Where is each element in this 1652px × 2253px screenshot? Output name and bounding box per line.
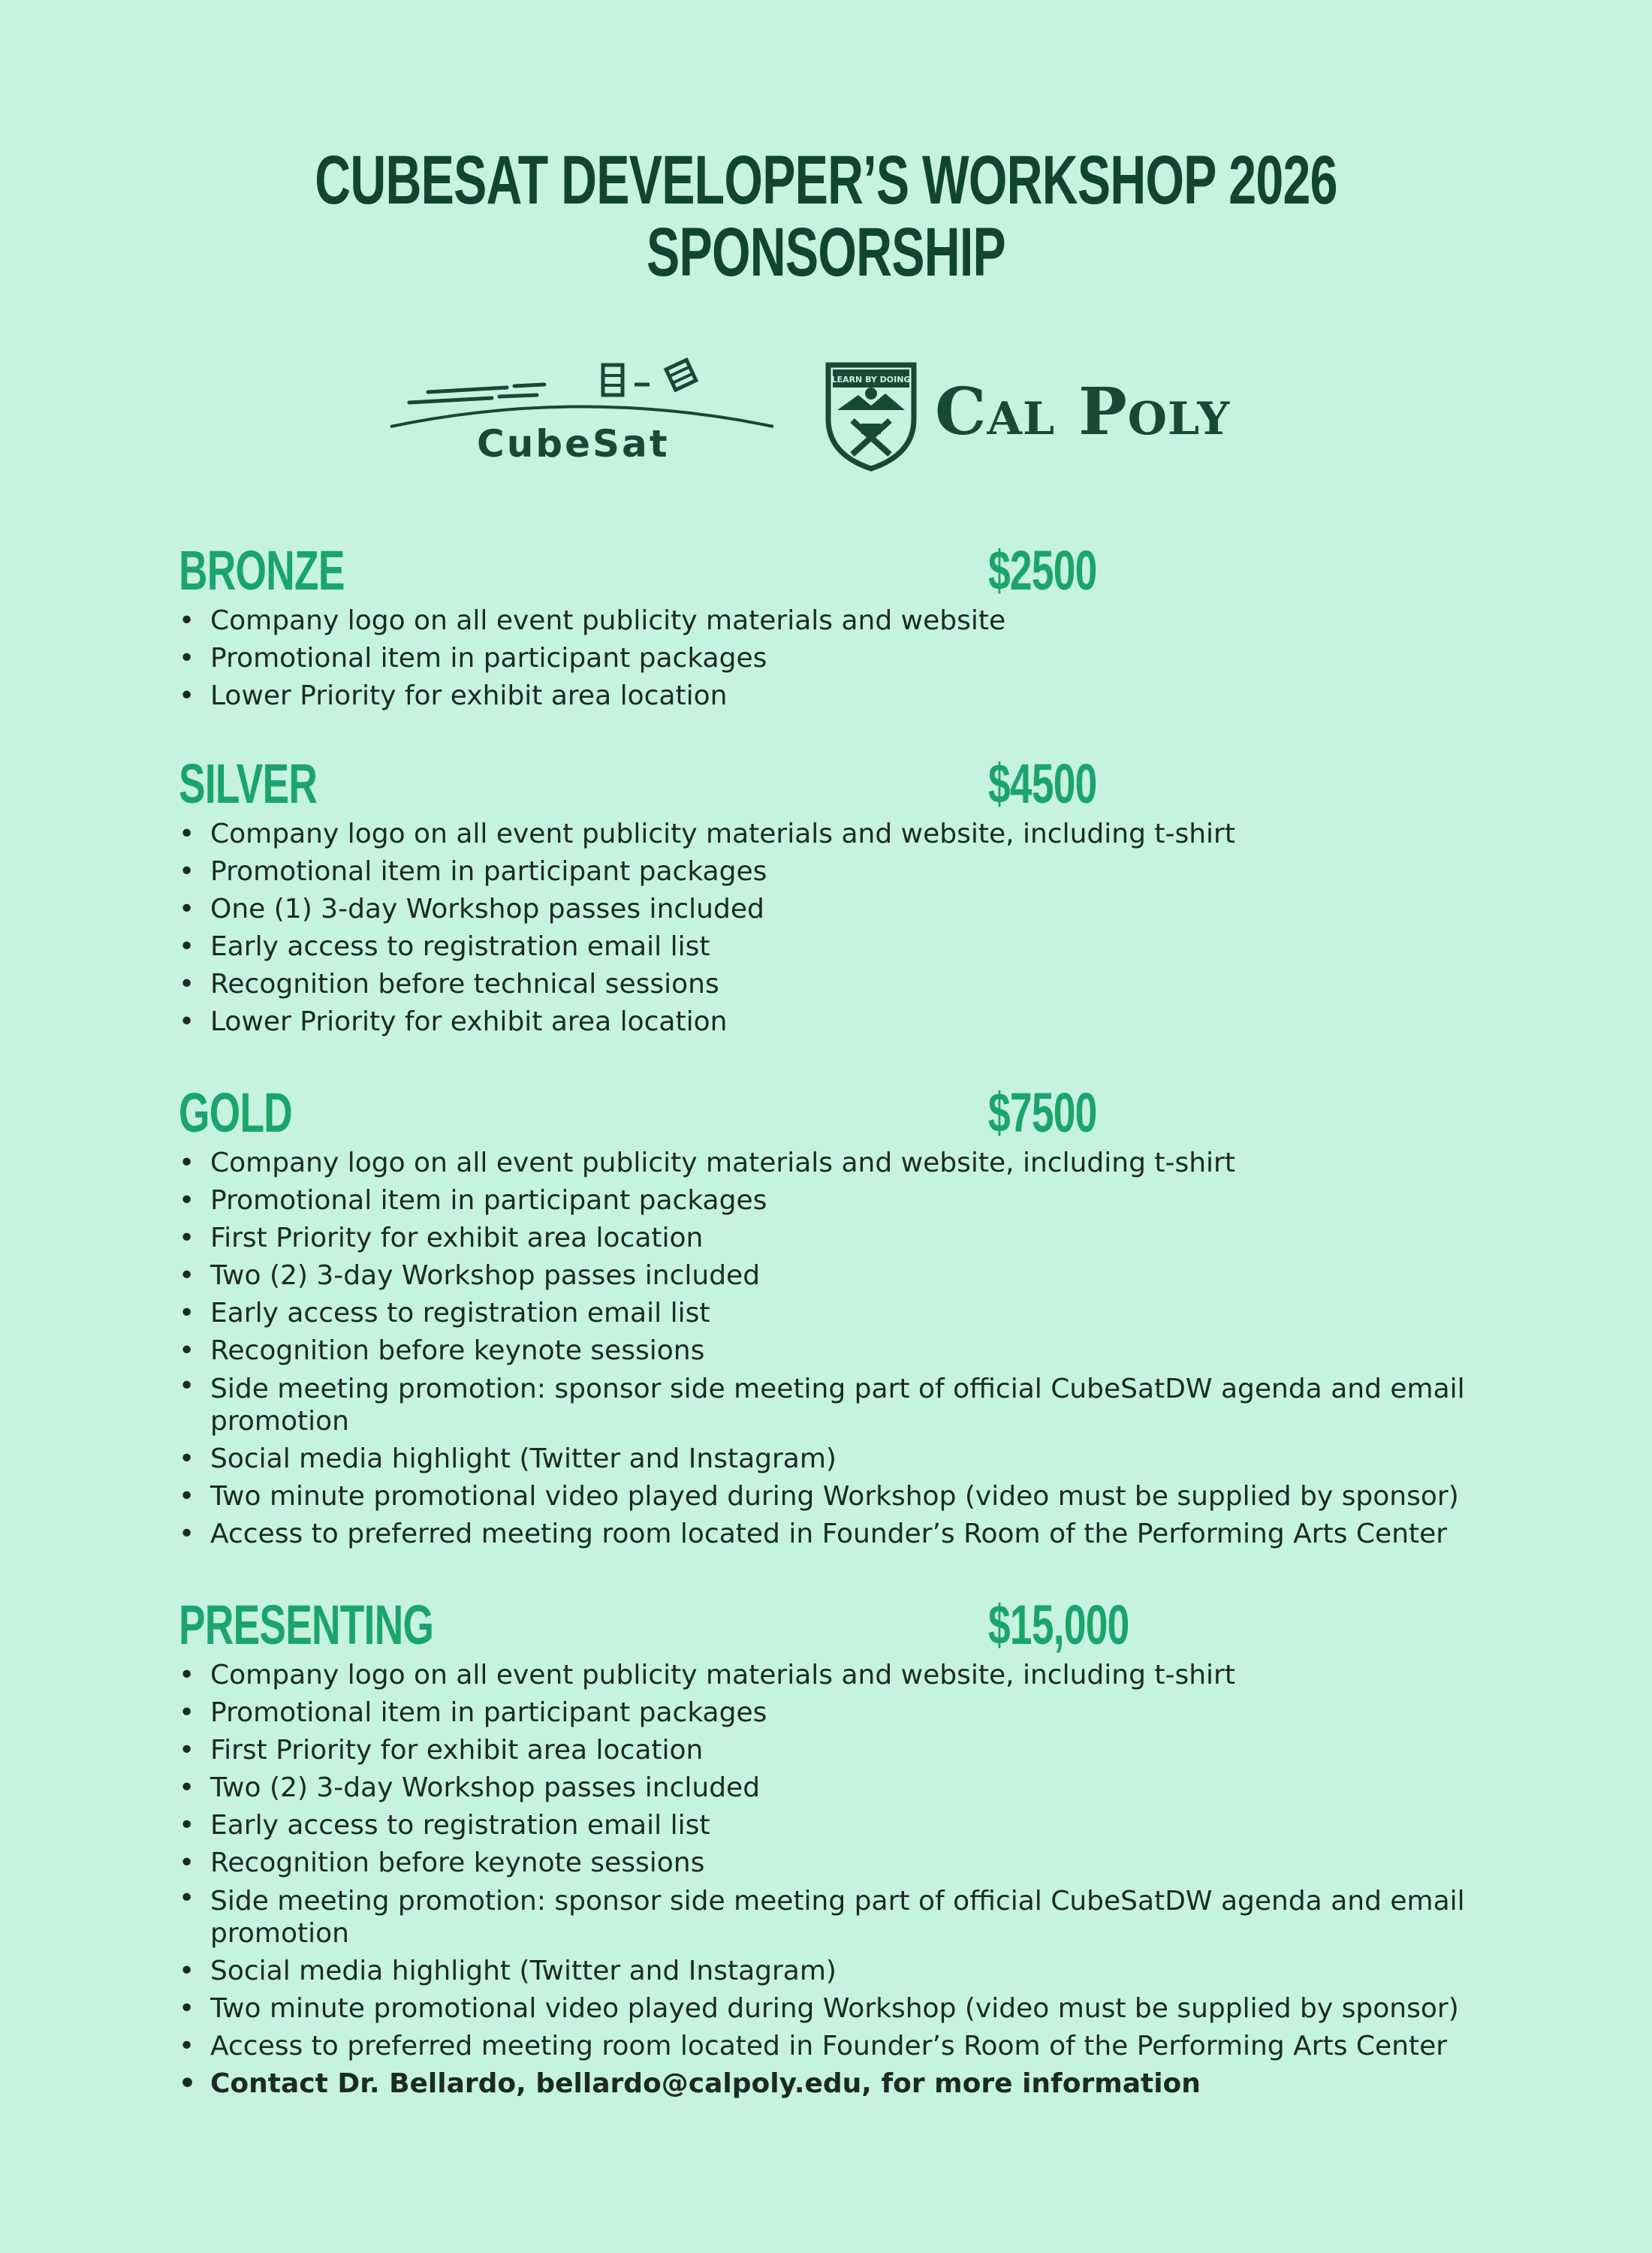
list-item: • Recognition before technical sessions [179, 966, 1500, 1003]
list-item: • Promotional item in participant packages [179, 640, 1500, 677]
list-item: • One (1) 3-day Workshop passes included [179, 891, 1500, 928]
list-item: • First Priority for exhibit area location [179, 1732, 1500, 1769]
list-item: • Lower Priority for exhibit area location [179, 677, 1500, 715]
list-item: • Promotional item in participant packages [179, 1182, 1500, 1220]
list-item: • Promotional item in participant packages [179, 1694, 1500, 1732]
tier-bronze [179, 539, 1500, 715]
list-item: • Early access to registration email list [179, 1807, 1500, 1844]
tier-name: PRESENTING [179, 1594, 434, 1656]
tier-price: $7500 [988, 1081, 1097, 1144]
tier-header [179, 1594, 1500, 1657]
list-item: • Access to preferred meeting room located in Founder’s Room of the Performing Arts Center [179, 2028, 1500, 2065]
page-title [231, 142, 1421, 291]
cubesat-logo [387, 353, 777, 473]
list-item: • Two minute promotional video played during Workshop (video must be supplied by sponsor) [179, 1990, 1500, 2028]
list-item: • Company logo on all event publicity materials and website, including t-shirt [179, 1657, 1500, 1694]
list-item: • Promotional item in participant packages [179, 853, 1500, 891]
calpoly-wordmark: Cal Poly [935, 374, 1231, 450]
list-item: • Social media highlight (Twitter and Instagram) [179, 1953, 1500, 1990]
tier-name: BRONZE [179, 539, 345, 602]
calpoly-shield-icon [822, 360, 920, 473]
list-item: • Two (2) 3-day Workshop passes included [179, 1769, 1500, 1807]
list-item: • Social media highlight (Twitter and Instagram) [179, 1440, 1500, 1478]
list-item: • Lower Priority for exhibit area location [179, 1003, 1500, 1041]
list-item: • Recognition before keynote sessions [179, 1332, 1500, 1370]
benefit-list [179, 1657, 1500, 2103]
benefit-list [179, 1145, 1500, 1553]
list-item: • Side meeting promotion: sponsor side meeting part of official CubeSatDW agenda and email promotion [179, 1882, 1500, 1953]
list-item: • Two minute promotional video played during Workshop (video must be supplied by sponsor) [179, 1478, 1500, 1516]
list-item: • Access to preferred meeting room located in Founder’s Room of the Performing Arts Center [179, 1516, 1500, 1553]
tier-price: $2500 [988, 539, 1097, 602]
shield-motto-text: LEARN BY DOING [831, 375, 911, 385]
cubesat-wordmark: CubeSat [477, 422, 670, 466]
tier-price: $15,000 [988, 1594, 1129, 1656]
list-item: • Side meeting promotion: sponsor side meeting part of official CubeSatDW agenda and email promotion [179, 1370, 1500, 1440]
logo-row [0, 353, 1652, 481]
contact-info: • Contact Dr. Bellardo, bellardo@calpoly.edu, for more information [179, 2065, 1500, 2103]
tier-price: $4500 [988, 753, 1097, 815]
tier-header [179, 539, 1500, 602]
calpoly-logo [822, 360, 1273, 473]
title-line-2: SPONSORSHIP [647, 214, 1005, 291]
tier-name: SILVER [179, 753, 318, 815]
title-line-1: CUBESAT DEVELOPER’S WORKSHOP 2026 [315, 142, 1337, 219]
tier-silver [179, 753, 1500, 1041]
list-item: • Early access to registration email list [179, 1295, 1500, 1332]
list-item: • Company logo on all event publicity materials and website, including t-shirt [179, 816, 1500, 853]
benefit-list [179, 816, 1500, 1041]
list-item: • Company logo on all event publicity materials and website [179, 602, 1500, 640]
tier-header [179, 1081, 1500, 1145]
list-item: • First Priority for exhibit area location [179, 1220, 1500, 1257]
benefit-list [179, 602, 1500, 715]
list-item: • Recognition before keynote sessions [179, 1844, 1500, 1882]
tier-name: GOLD [179, 1081, 293, 1144]
tier-gold [179, 1081, 1500, 1553]
list-item: • Two (2) 3-day Workshop passes included [179, 1257, 1500, 1295]
tier-header [179, 753, 1500, 816]
tier-presenting [179, 1594, 1500, 2103]
list-item: • Early access to registration email list [179, 928, 1500, 966]
list-item: • Company logo on all event publicity materials and website, including t-shirt [179, 1145, 1500, 1182]
